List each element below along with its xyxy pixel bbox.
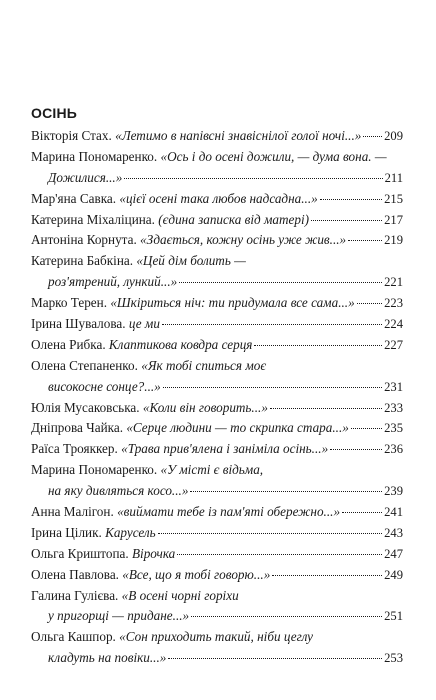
- toc-entry-continuation: [31, 274, 403, 295]
- toc-entry: [31, 149, 403, 170]
- entry-author: Ірина Шувалова.: [31, 316, 126, 332]
- dot-leader: [254, 344, 382, 346]
- dot-leader: [177, 553, 382, 555]
- toc-entry: [31, 504, 403, 525]
- entry-author: Олена Степаненко.: [31, 357, 138, 373]
- entry-title: Вірочка: [131, 545, 176, 561]
- entry-title-continuation: на яку дивляться косо...»: [48, 483, 189, 499]
- dot-leader: [351, 427, 382, 429]
- entry-title: «Ось і до осені дожили, — дума вона. —: [160, 148, 387, 164]
- toc-entry: [31, 253, 403, 274]
- dot-leader: [348, 239, 382, 241]
- entry-title: (єдина записка від матері): [158, 211, 310, 227]
- entry-page-number: 211: [384, 170, 403, 185]
- dot-leader: [330, 448, 382, 450]
- section-title: ОСІНЬ: [31, 105, 78, 121]
- entry-title: «Летимо в напівсні знавіснілої голої ночі...»: [115, 128, 362, 143]
- entry-author: Катерина Бабкіна.: [31, 253, 134, 269]
- toc-entry-continuation: [31, 608, 403, 629]
- entry-page-number: 231: [384, 379, 403, 394]
- entry-page-number: 223: [384, 296, 403, 311]
- dot-leader: [162, 323, 382, 325]
- entry-page-number: 233: [384, 400, 403, 415]
- entry-author: Юлія Мусаковська.: [31, 399, 140, 415]
- entry-author: Раїса Трояккер.: [31, 441, 118, 457]
- entry-page-number: 224: [384, 317, 403, 332]
- toc-entry-continuation: [31, 483, 403, 504]
- entry-author: Катерина Міхаліцина.: [31, 211, 155, 227]
- dot-leader: [179, 281, 382, 283]
- toc-entry: [31, 462, 403, 483]
- toc-entry-continuation: [31, 650, 403, 671]
- toc-entry: [31, 232, 403, 253]
- entry-author: Мар'яна Савка.: [31, 190, 117, 206]
- entry-author: Дніпрова Чайка.: [31, 420, 124, 436]
- toc-entry: [31, 400, 403, 421]
- entry-title: Клаптикова ковдра серця: [108, 336, 253, 352]
- toc-entry-continuation: [31, 379, 403, 400]
- toc-entry: [31, 191, 403, 212]
- entry-author: Олена Павлова.: [31, 566, 119, 582]
- toc-entry: [31, 567, 403, 588]
- toc-entry: [31, 128, 403, 149]
- entry-author: Анна Малігон.: [31, 504, 114, 520]
- dot-leader: [320, 198, 382, 200]
- entry-title: «Коли він говорить...»: [142, 399, 268, 415]
- entry-title: «У місті є відьма,: [160, 462, 264, 478]
- toc-entry: [31, 525, 403, 546]
- toc-entry: [31, 441, 403, 462]
- entry-author: Ольга Кашпор.: [31, 629, 116, 645]
- entry-author: Марина Пономаренко.: [31, 462, 158, 478]
- table-of-contents: [31, 128, 403, 671]
- entry-page-number: 215: [384, 191, 403, 206]
- entry-author: Ірина Цілик.: [31, 524, 102, 540]
- entry-page-number: 247: [384, 546, 403, 561]
- entry-author: Марко Терен.: [31, 295, 108, 311]
- entry-author: Вікторія Стах.: [31, 128, 112, 143]
- entry-title-continuation: роз'ятрений, лункий...»: [48, 274, 178, 290]
- dot-leader: [272, 574, 382, 576]
- entry-title: «цієї осені така любов надсадна...»: [119, 190, 318, 206]
- dot-leader: [163, 386, 382, 388]
- entry-page-number: 221: [384, 275, 403, 290]
- toc-entry: [31, 588, 403, 609]
- entry-page-number: 241: [384, 505, 403, 520]
- dot-leader: [190, 490, 382, 492]
- entry-page-number: 235: [384, 421, 403, 436]
- toc-entry: [31, 420, 403, 441]
- entry-title: «В осені чорні горіхи: [121, 587, 239, 603]
- dot-leader: [158, 532, 382, 534]
- entry-title: «Серце людини — то скрипка стара...»: [126, 420, 349, 436]
- entry-title: «Трава прив'ялена і заніміла осінь...»: [121, 441, 329, 457]
- entry-title: «Цей дім болить —: [136, 253, 246, 269]
- entry-author: Антоніна Корнута.: [31, 232, 137, 248]
- toc-entry: [31, 629, 403, 650]
- entry-title-continuation: високосне сонце?...»: [48, 378, 161, 394]
- toc-entry: [31, 295, 403, 316]
- entry-author: Ольга Криштопа.: [31, 545, 129, 561]
- entry-author: Олена Рибка.: [31, 336, 106, 352]
- entry-page-number: 219: [384, 233, 403, 248]
- dot-leader: [270, 407, 382, 409]
- dot-leader: [342, 511, 382, 513]
- dot-leader: [357, 302, 382, 304]
- entry-title: «Сон приходить такий, ніби цеглу: [119, 629, 314, 645]
- dot-leader: [191, 615, 382, 617]
- toc-entry: [31, 358, 403, 379]
- entry-title-continuation: у пригорщі — придане...»: [48, 608, 190, 624]
- entry-title-continuation: Дожилися...»: [48, 169, 123, 185]
- entry-author: Галина Гулієва.: [31, 587, 119, 603]
- entry-page-number: 236: [384, 442, 403, 457]
- entry-page-number: 243: [384, 525, 403, 540]
- dot-leader: [311, 219, 382, 221]
- entry-title-continuation: кладуть на повіки...»: [48, 650, 167, 666]
- dot-leader: [168, 657, 382, 659]
- entry-title: «Шкіриться ніч: ти придумала все сама...»: [110, 295, 355, 311]
- dot-leader: [363, 135, 382, 137]
- entry-page-number: 217: [384, 212, 403, 227]
- toc-entry-continuation: [31, 170, 403, 191]
- entry-title: «Все, що я тобі говорю...»: [122, 566, 271, 582]
- toc-entry: [31, 546, 403, 567]
- entry-page-number: 239: [384, 484, 403, 499]
- entry-page-number: 209: [384, 129, 403, 143]
- entry-page-number: 253: [384, 651, 403, 666]
- entry-title: «виймати тебе із пам'яті обережно...»: [117, 504, 341, 520]
- toc-entry: [31, 337, 403, 358]
- entry-page-number: 249: [384, 567, 403, 582]
- entry-title: це ми: [128, 316, 160, 332]
- toc-entry: [31, 316, 403, 337]
- entry-page-number: 227: [384, 337, 403, 352]
- dot-leader: [124, 177, 382, 179]
- entry-title: «Як тобі спиться моє: [141, 357, 267, 373]
- entry-title: Карусель: [105, 524, 156, 540]
- entry-title: «Здається, кожну осінь уже жив...»: [140, 232, 347, 248]
- entry-page-number: 251: [384, 609, 403, 624]
- entry-author: Марина Пономаренко.: [31, 148, 158, 164]
- toc-entry: [31, 212, 403, 233]
